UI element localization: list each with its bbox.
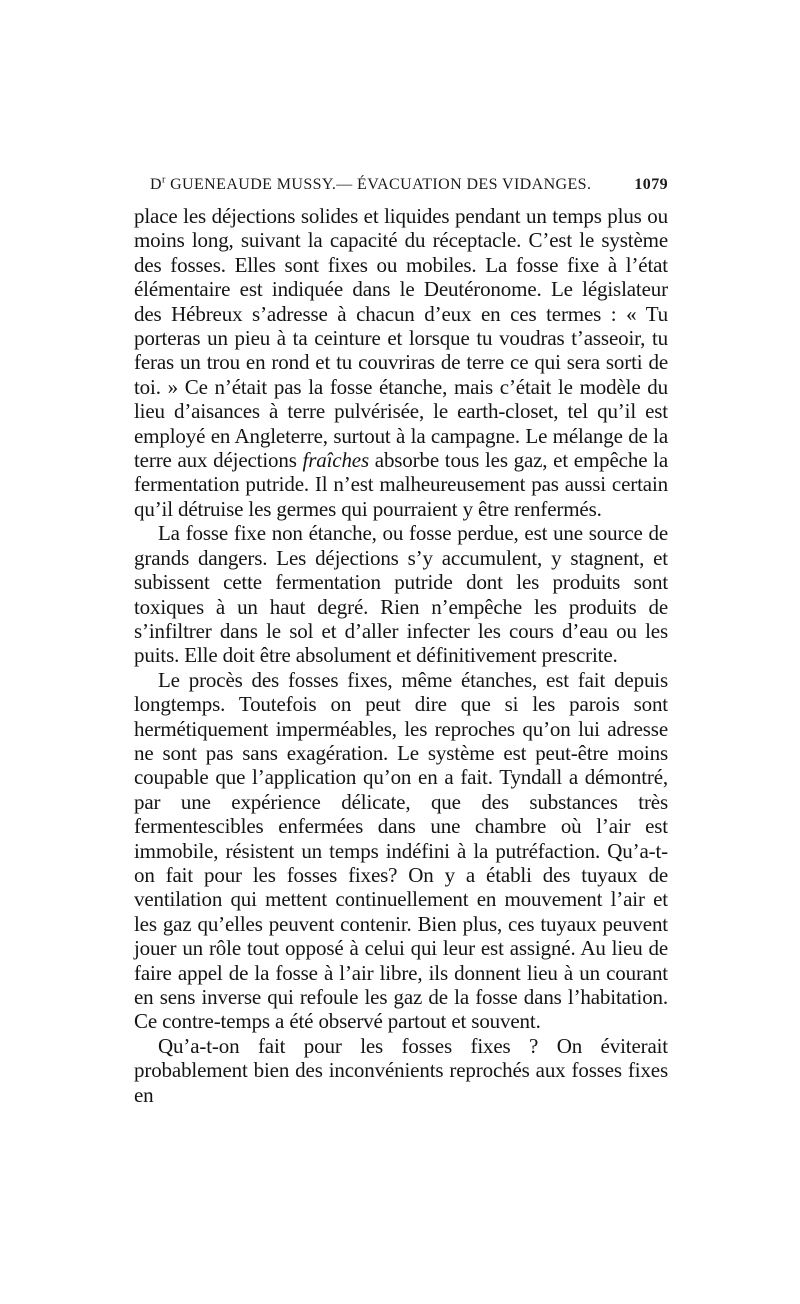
paragraph-1: [134, 204, 668, 521]
author-prefix: D: [150, 176, 162, 193]
paragraph-1-start: place les déjections solides et liquides pendant un temps plus ou moins long, suivant la capacité du réceptacle. C’est le système des fosses. Elles sont fixes ou mobiles. La fosse fixe à l’état élémentaire est indiquée dans le Deutéronome. Le législateur des Hébreux s’adresse à chacun d’eux en ces termes : « Tu porteras un pieu à ta ceinture et lorsque tu voudras t’asseoir, tu feras un trou en rond et tu couvriras de terre ce qui sera sorti de toi. » Ce n’était pas la fosse étanche, mais c’était le modèle du lieu d’aisances à terre pulvérisée, le earth-closet, tel qu’il est employé en Angleterre, surtout à la campagne. Le mélange de la terre aux déjections: [134, 204, 668, 473]
body-text: [134, 204, 668, 1107]
running-head: [134, 176, 668, 202]
running-title: [150, 176, 591, 194]
running-title-text: GUENEAUDE MUSSY.— ÉVACUATION DES VIDANGES.: [165, 176, 592, 193]
paragraph-3: Le procès des fosses fixes, même étanches, est fait depuis longtemps. Toutefois on peut dire que si les parois sont hermétiquement imperméables, les reproches qu’on lui adresse ne sont pas sans exagération. Le système est peut-être moins coupable que l’application qu’on en a fait. Tyndall a démontré, par une expérience délicate, que des substances très fermentescibles enfermées dans une chambre où l’air est immobile, résistent un temps indéfini à la putréfaction. Qu’a-t-on fait pour les fosses fixes? On y a établi des tuyaux de ventilation qui mettent continuellement en mouvement l’air et les gaz qu’elles peuvent contenir. Bien plus, ces tuyaux peuvent jouer un rôle tout opposé à celui qui leur est assigné. Au lieu de faire appel de la fosse à l’air libre, ils donnent lieu à un courant en sens inverse qui refoule les gaz de la fosse dans l’habitation. Ce contre-temps a été observé partout et souvent.: [134, 667, 668, 1034]
italic-word: fraîches: [302, 448, 369, 473]
book-page: [134, 176, 668, 1107]
paragraph-1-end: absorbe tous les gaz, et empêche la fermentation putride. Il n’est malheureusement pas aussi certain qu’il détruise les germes qui pourraient y être renfermés.: [134, 448, 668, 521]
paragraph-4: Qu’a-t-on fait pour les fosses fixes ? On éviterait probablement bien des inconvénients reprochés aux fosses fixes en: [134, 1033, 668, 1107]
author-superscript: r: [161, 174, 166, 186]
paragraph-2: La fosse fixe non étanche, ou fosse perdue, est une source de grands dangers. Les déjections s’y accumulent, y stagnent, et subissent cette fermentation putride dont les produits sont toxiques à un haut degré. Rien n’empêche les produits de s’infiltrer dans le sol et d’aller infecter les cours d’eau ou les puits. Elle doit être absolument et définitivement prescrite.: [134, 521, 668, 668]
page-number: 1079: [634, 176, 668, 193]
